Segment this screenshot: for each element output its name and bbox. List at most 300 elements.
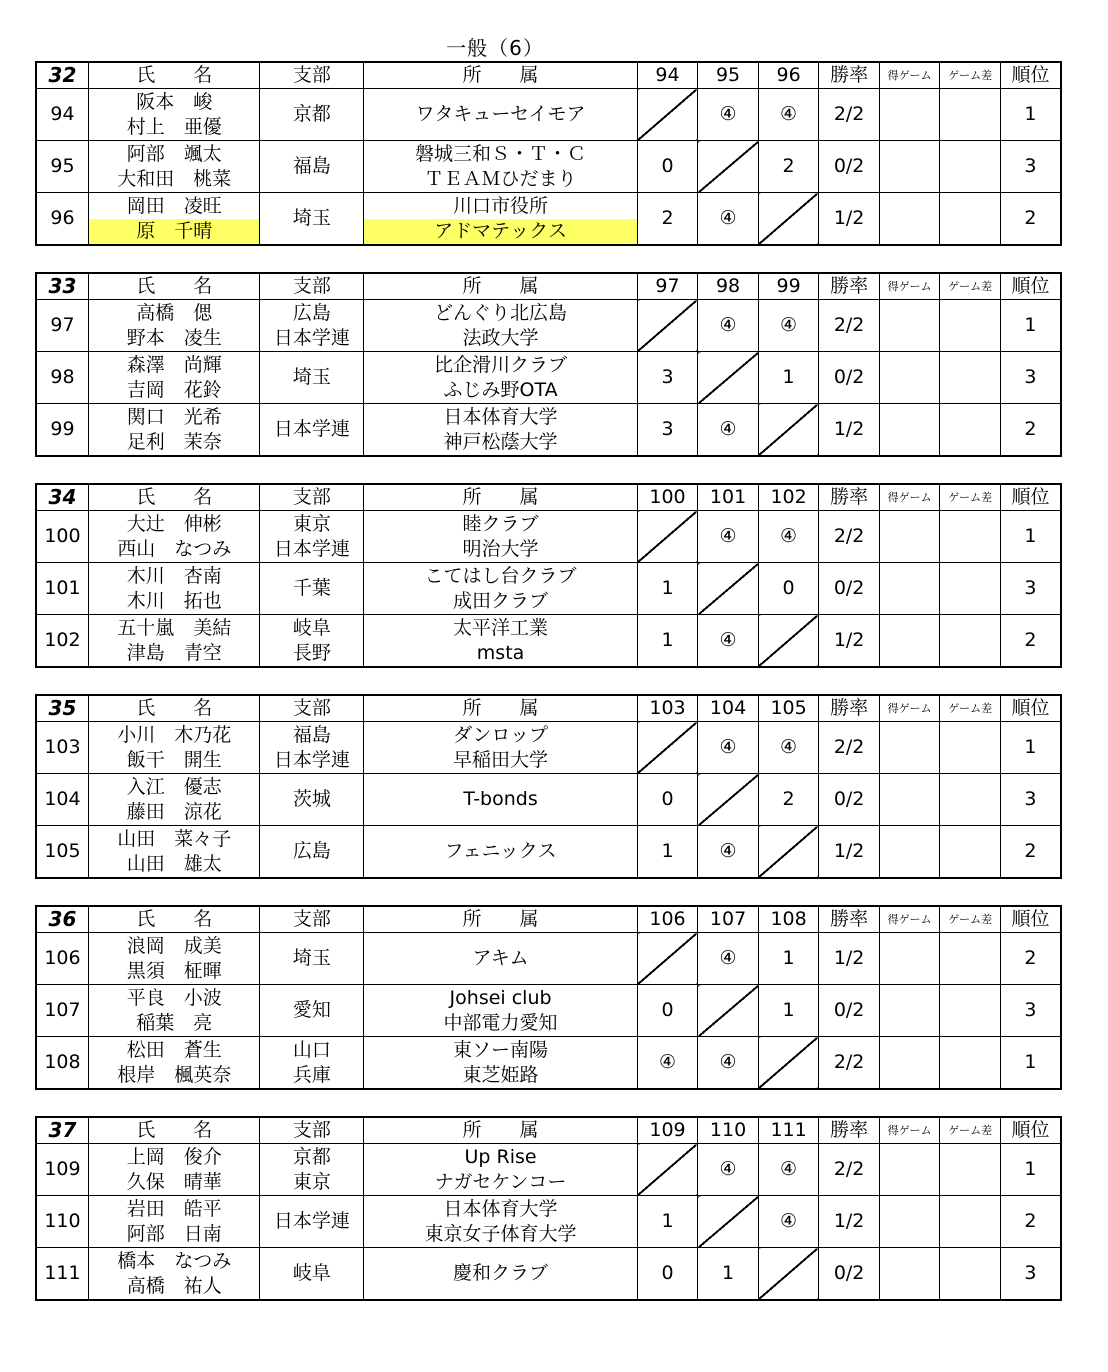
match-result: ④ bbox=[698, 722, 759, 774]
header-branch: 支部 bbox=[260, 695, 364, 722]
match-result: 1 bbox=[637, 1196, 698, 1248]
pair-number: 106 bbox=[36, 933, 88, 985]
player-name-line-2: 吉岡 花鈴 bbox=[126, 378, 222, 401]
rank: 1 bbox=[1000, 300, 1061, 352]
rank: 3 bbox=[1000, 141, 1061, 193]
header-branch: 支部 bbox=[260, 273, 364, 300]
affiliation-line-1: 日本体育大学 bbox=[443, 405, 558, 428]
affiliation-line-1: ダンロップ bbox=[453, 723, 548, 746]
affiliation bbox=[364, 615, 637, 668]
affiliation bbox=[364, 1037, 637, 1090]
match-result: 1 bbox=[637, 826, 698, 879]
games-won bbox=[879, 774, 940, 826]
header-branch: 支部 bbox=[260, 1117, 364, 1144]
pair-number: 105 bbox=[36, 826, 88, 879]
player-names bbox=[88, 1196, 260, 1248]
header-opponent: 100 bbox=[637, 484, 698, 511]
header-opponent: 102 bbox=[758, 484, 819, 511]
header-win-rate: 勝率 bbox=[819, 1117, 880, 1144]
group-number: 34 bbox=[36, 484, 88, 511]
player-name-line-1: 阪本 峻 bbox=[136, 90, 213, 113]
header-affiliation: 所 属 bbox=[364, 62, 637, 89]
pair-number: 101 bbox=[36, 563, 88, 615]
affiliation-line-1: 日本体育大学 bbox=[443, 1197, 558, 1220]
header-opponent: 107 bbox=[698, 906, 759, 933]
match-result: 1 bbox=[758, 985, 819, 1037]
win-rate: 1/2 bbox=[819, 933, 880, 985]
match-result: ④ bbox=[637, 1037, 698, 1090]
header-opponent: 103 bbox=[637, 695, 698, 722]
header-opponent: 104 bbox=[698, 695, 759, 722]
player-names bbox=[88, 404, 260, 457]
branch bbox=[260, 615, 364, 668]
player-row bbox=[36, 1037, 1061, 1090]
header-name: 氏 名 bbox=[88, 273, 260, 300]
game-diff bbox=[940, 985, 1001, 1037]
games-won bbox=[879, 985, 940, 1037]
pair-number: 94 bbox=[36, 89, 88, 141]
player-name-line-1: 五十嵐 美結 bbox=[117, 616, 232, 639]
match-result: 2 bbox=[637, 193, 698, 246]
diagonal-cell bbox=[758, 1248, 819, 1301]
branch: 埼玉 bbox=[260, 193, 364, 246]
affiliation-line-1: 磐城三和Ｓ・Ｔ・Ｃ bbox=[415, 142, 587, 165]
affiliation bbox=[364, 1144, 637, 1196]
branch: 福島 bbox=[260, 141, 364, 193]
match-result: 0 bbox=[637, 1248, 698, 1301]
player-name-line-2: 高橋 祐人 bbox=[126, 1274, 222, 1297]
affiliation-line-1: 太平洋工業 bbox=[453, 616, 549, 639]
header-name: 氏 名 bbox=[88, 62, 260, 89]
header-win-rate: 勝率 bbox=[819, 906, 880, 933]
match-result: ④ bbox=[698, 1037, 759, 1090]
player-row bbox=[36, 141, 1061, 193]
game-diff bbox=[940, 511, 1001, 563]
match-result: ④ bbox=[758, 89, 819, 141]
player-names bbox=[88, 89, 260, 141]
branch-line-1: 広島 bbox=[292, 301, 331, 324]
affiliation bbox=[364, 193, 637, 246]
group-table bbox=[35, 694, 1062, 879]
player-row bbox=[36, 404, 1061, 457]
group-header-row bbox=[36, 1117, 1061, 1144]
match-result: 0 bbox=[637, 774, 698, 826]
win-rate: 0/2 bbox=[819, 352, 880, 404]
player-names bbox=[88, 1248, 260, 1301]
player-name-line-2: 久保 晴華 bbox=[126, 1170, 222, 1193]
affiliation-line-2: 早稲田大学 bbox=[453, 748, 549, 771]
group-table bbox=[35, 905, 1062, 1090]
affiliation-line-1: 東ソー南陽 bbox=[453, 1038, 549, 1061]
player-name-line-1: 小川 木乃花 bbox=[117, 723, 232, 746]
match-result: ④ bbox=[698, 193, 759, 246]
player-name-line-2: 野本 凌生 bbox=[126, 326, 222, 349]
games-won bbox=[879, 933, 940, 985]
rank: 2 bbox=[1000, 193, 1061, 246]
diagonal-cell bbox=[698, 774, 759, 826]
win-rate: 0/2 bbox=[819, 774, 880, 826]
group-header-row bbox=[36, 695, 1061, 722]
affiliation-line-1: どんぐり北広島 bbox=[434, 301, 568, 324]
affiliation-line-2: 明治大学 bbox=[462, 537, 539, 560]
diagonal-cell bbox=[637, 300, 698, 352]
header-win-rate: 勝率 bbox=[819, 62, 880, 89]
branch: 日本学連 bbox=[260, 1196, 364, 1248]
win-rate: 2/2 bbox=[819, 89, 880, 141]
player-row bbox=[36, 615, 1061, 668]
affiliation-line-2: アドマテックス bbox=[364, 219, 636, 244]
game-diff bbox=[940, 563, 1001, 615]
branch: 岐阜 bbox=[260, 1248, 364, 1301]
diagonal-cell bbox=[698, 985, 759, 1037]
group-header-row bbox=[36, 484, 1061, 511]
branch-line-1: 山口 bbox=[292, 1038, 331, 1061]
rank: 3 bbox=[1000, 1248, 1061, 1301]
player-name-line-1: 平良 小波 bbox=[126, 986, 222, 1009]
player-names bbox=[88, 141, 260, 193]
match-result: 1 bbox=[698, 1248, 759, 1301]
branch: 千葉 bbox=[260, 563, 364, 615]
match-result: ④ bbox=[758, 300, 819, 352]
header-game-diff: ゲーム差 bbox=[940, 906, 1001, 933]
games-won bbox=[879, 563, 940, 615]
pair-number: 108 bbox=[36, 1037, 88, 1090]
game-diff bbox=[940, 300, 1001, 352]
branch bbox=[260, 511, 364, 563]
diagonal-cell bbox=[637, 89, 698, 141]
win-rate: 0/2 bbox=[819, 1248, 880, 1301]
branch-line-1: 福島 bbox=[292, 723, 331, 746]
win-rate: 0/2 bbox=[819, 563, 880, 615]
games-won bbox=[879, 352, 940, 404]
header-opponent: 99 bbox=[758, 273, 819, 300]
affiliation-line-2: ナガセケンコー bbox=[434, 1170, 567, 1193]
branch bbox=[260, 1037, 364, 1090]
match-result: ④ bbox=[698, 933, 759, 985]
player-name-line-2: 木川 拓也 bbox=[126, 589, 222, 612]
rank: 3 bbox=[1000, 985, 1061, 1037]
rank: 1 bbox=[1000, 511, 1061, 563]
player-name-line-1: 松田 蒼生 bbox=[126, 1038, 222, 1061]
header-games-won: 得ゲーム bbox=[879, 695, 940, 722]
rank: 2 bbox=[1000, 933, 1061, 985]
match-result: ④ bbox=[698, 615, 759, 668]
header-game-diff: ゲーム差 bbox=[940, 484, 1001, 511]
affiliation-line-2: 成田クラブ bbox=[453, 589, 549, 612]
game-diff bbox=[940, 1037, 1001, 1090]
game-diff bbox=[940, 722, 1001, 774]
player-name-line-2: 藤田 涼花 bbox=[126, 800, 222, 823]
pair-number: 98 bbox=[36, 352, 88, 404]
games-won bbox=[879, 404, 940, 457]
player-row bbox=[36, 193, 1061, 246]
header-win-rate: 勝率 bbox=[819, 273, 880, 300]
header-win-rate: 勝率 bbox=[819, 484, 880, 511]
player-names bbox=[88, 722, 260, 774]
games-won bbox=[879, 141, 940, 193]
player-names bbox=[88, 1144, 260, 1196]
pair-number: 103 bbox=[36, 722, 88, 774]
win-rate: 2/2 bbox=[819, 1144, 880, 1196]
affiliation-line-1: 比企滑川クラブ bbox=[434, 353, 568, 376]
game-diff bbox=[940, 193, 1001, 246]
affiliation-line-2: 法政大学 bbox=[462, 326, 539, 349]
player-name-line-2: 飯干 開生 bbox=[126, 748, 222, 771]
player-name-line-1: 岡田 凌旺 bbox=[126, 194, 222, 217]
header-opponent: 97 bbox=[637, 273, 698, 300]
match-result: ④ bbox=[758, 722, 819, 774]
affiliation bbox=[364, 511, 637, 563]
header-game-diff: ゲーム差 bbox=[940, 62, 1001, 89]
match-result: ④ bbox=[758, 511, 819, 563]
header-opponent: 105 bbox=[758, 695, 819, 722]
header-affiliation: 所 属 bbox=[364, 273, 637, 300]
player-name-line-2: 足利 茉奈 bbox=[126, 430, 222, 453]
rank: 2 bbox=[1000, 404, 1061, 457]
win-rate: 2/2 bbox=[819, 1037, 880, 1090]
branch bbox=[260, 300, 364, 352]
player-name-line-2: 西山 なつみ bbox=[117, 537, 232, 560]
game-diff bbox=[940, 1196, 1001, 1248]
player-names bbox=[88, 826, 260, 879]
player-name-line-2: 稲葉 亮 bbox=[136, 1011, 213, 1034]
win-rate: 1/2 bbox=[819, 193, 880, 246]
player-name-line-1: 上岡 俊介 bbox=[126, 1145, 222, 1168]
game-diff bbox=[940, 1144, 1001, 1196]
affiliation bbox=[364, 141, 637, 193]
games-won bbox=[879, 722, 940, 774]
branch-line-2: 日本学連 bbox=[273, 537, 350, 560]
header-name: 氏 名 bbox=[88, 1117, 260, 1144]
rank: 1 bbox=[1000, 1144, 1061, 1196]
diagonal-cell bbox=[698, 141, 759, 193]
group-number: 35 bbox=[36, 695, 88, 722]
win-rate: 2/2 bbox=[819, 722, 880, 774]
player-name-line-1: 山田 菜々子 bbox=[117, 827, 232, 850]
rank: 3 bbox=[1000, 563, 1061, 615]
affiliation bbox=[364, 300, 637, 352]
header-opponent: 101 bbox=[698, 484, 759, 511]
header-opponent: 96 bbox=[758, 62, 819, 89]
player-name-line-2: 山田 雄太 bbox=[126, 852, 222, 875]
affiliation bbox=[364, 722, 637, 774]
affiliation-line-2: ふじみ野OTA bbox=[443, 378, 558, 401]
affiliation: ワタキューセイモア bbox=[364, 89, 637, 141]
player-name-line-1: 高橋 偲 bbox=[136, 301, 213, 324]
games-won bbox=[879, 1037, 940, 1090]
pair-number: 100 bbox=[36, 511, 88, 563]
match-result: 0 bbox=[637, 141, 698, 193]
pair-number: 97 bbox=[36, 300, 88, 352]
affiliation-line-2: 東芝姫路 bbox=[462, 1063, 539, 1086]
diagonal-cell bbox=[637, 511, 698, 563]
affiliation-line-2: ＴＥＡＭひだまり bbox=[424, 167, 577, 190]
header-games-won: 得ゲーム bbox=[879, 906, 940, 933]
player-name-line-1: 入江 優志 bbox=[126, 775, 222, 798]
branch bbox=[260, 1144, 364, 1196]
games-won bbox=[879, 615, 940, 668]
group-table bbox=[35, 61, 1062, 246]
player-row bbox=[36, 352, 1061, 404]
affiliation-line-2: msta bbox=[476, 641, 525, 664]
branch-line-2: 長野 bbox=[292, 641, 331, 664]
player-name-line-1: 森澤 尚輝 bbox=[126, 353, 222, 376]
match-result: 2 bbox=[758, 141, 819, 193]
affiliation-line-1: 川口市役所 bbox=[453, 194, 549, 217]
branch-line-2: 日本学連 bbox=[273, 326, 350, 349]
affiliation bbox=[364, 352, 637, 404]
branch: 日本学連 bbox=[260, 404, 364, 457]
diagonal-cell bbox=[637, 722, 698, 774]
match-result: 1 bbox=[637, 563, 698, 615]
player-row bbox=[36, 563, 1061, 615]
branch: 京都 bbox=[260, 89, 364, 141]
rank: 2 bbox=[1000, 615, 1061, 668]
affiliation-line-2: 神戸松蔭大学 bbox=[443, 430, 558, 453]
header-name: 氏 名 bbox=[88, 906, 260, 933]
header-games-won: 得ゲーム bbox=[879, 62, 940, 89]
player-name-line-2: 根岸 楓英奈 bbox=[117, 1063, 232, 1086]
header-opponent: 111 bbox=[758, 1117, 819, 1144]
match-result: 0 bbox=[758, 563, 819, 615]
diagonal-cell bbox=[758, 404, 819, 457]
games-won bbox=[879, 193, 940, 246]
games-won bbox=[879, 1248, 940, 1301]
header-opponent: 94 bbox=[637, 62, 698, 89]
pair-number: 109 bbox=[36, 1144, 88, 1196]
player-name-line-1: 大辻 伸彬 bbox=[126, 512, 222, 535]
rank: 2 bbox=[1000, 826, 1061, 879]
player-names bbox=[88, 511, 260, 563]
header-opponent: 108 bbox=[758, 906, 819, 933]
diagonal-cell bbox=[698, 352, 759, 404]
branch: 埼玉 bbox=[260, 933, 364, 985]
match-result: 3 bbox=[637, 352, 698, 404]
header-games-won: 得ゲーム bbox=[879, 1117, 940, 1144]
header-branch: 支部 bbox=[260, 484, 364, 511]
header-opponent: 95 bbox=[698, 62, 759, 89]
player-names bbox=[88, 563, 260, 615]
affiliation-line-2: 東京女子体育大学 bbox=[424, 1222, 577, 1245]
header-name: 氏 名 bbox=[88, 484, 260, 511]
branch: 愛知 bbox=[260, 985, 364, 1037]
games-won bbox=[879, 300, 940, 352]
player-name-line-1: 木川 杏南 bbox=[126, 564, 222, 587]
player-row bbox=[36, 300, 1061, 352]
player-name-line-1: 関口 光希 bbox=[126, 405, 222, 428]
rank: 1 bbox=[1000, 1037, 1061, 1090]
game-diff bbox=[940, 404, 1001, 457]
win-rate: 1/2 bbox=[819, 615, 880, 668]
header-branch: 支部 bbox=[260, 906, 364, 933]
branch-line-1: 岐阜 bbox=[292, 616, 331, 639]
game-diff bbox=[940, 141, 1001, 193]
player-name-line-1: 浪岡 成美 bbox=[126, 934, 222, 957]
rank: 3 bbox=[1000, 352, 1061, 404]
header-game-diff: ゲーム差 bbox=[940, 273, 1001, 300]
player-row bbox=[36, 826, 1061, 879]
page-title: 一般（6） bbox=[446, 36, 544, 60]
player-name-line-2: 黒須 柾暉 bbox=[126, 959, 222, 982]
branch-line-2: 東京 bbox=[292, 1170, 331, 1193]
game-diff bbox=[940, 615, 1001, 668]
group-table bbox=[35, 272, 1062, 457]
win-rate: 1/2 bbox=[819, 404, 880, 457]
rank: 1 bbox=[1000, 722, 1061, 774]
game-diff bbox=[940, 89, 1001, 141]
player-row bbox=[36, 722, 1061, 774]
header-branch: 支部 bbox=[260, 62, 364, 89]
header-affiliation: 所 属 bbox=[364, 695, 637, 722]
diagonal-cell bbox=[758, 826, 819, 879]
diagonal-cell bbox=[698, 1196, 759, 1248]
pair-number: 102 bbox=[36, 615, 88, 668]
group-table bbox=[35, 483, 1062, 668]
games-won bbox=[879, 511, 940, 563]
player-name-line-2: 村上 亜優 bbox=[126, 115, 222, 138]
match-result: ④ bbox=[758, 1196, 819, 1248]
game-diff bbox=[940, 933, 1001, 985]
pair-number: 99 bbox=[36, 404, 88, 457]
win-rate: 2/2 bbox=[819, 511, 880, 563]
header-affiliation: 所 属 bbox=[364, 1117, 637, 1144]
win-rate: 1/2 bbox=[819, 1196, 880, 1248]
games-won bbox=[879, 89, 940, 141]
match-result: ④ bbox=[698, 404, 759, 457]
player-row bbox=[36, 511, 1061, 563]
header-rank: 順位 bbox=[1000, 906, 1061, 933]
match-result: 0 bbox=[637, 985, 698, 1037]
affiliation-line-1: Johsei club bbox=[449, 986, 552, 1009]
games-won bbox=[879, 826, 940, 879]
match-result: ④ bbox=[698, 300, 759, 352]
diagonal-cell bbox=[637, 933, 698, 985]
match-result: ④ bbox=[698, 826, 759, 879]
match-result: ④ bbox=[698, 89, 759, 141]
group-number: 32 bbox=[36, 62, 88, 89]
affiliation-line-1: Up Rise bbox=[464, 1145, 537, 1168]
header-affiliation: 所 属 bbox=[364, 906, 637, 933]
affiliation: アキム bbox=[364, 933, 637, 985]
header-games-won: 得ゲーム bbox=[879, 484, 940, 511]
player-name-line-1: 阿部 颯太 bbox=[126, 142, 222, 165]
affiliation: T-bonds bbox=[364, 774, 637, 826]
header-games-won: 得ゲーム bbox=[879, 273, 940, 300]
diagonal-cell bbox=[698, 563, 759, 615]
group-header-row bbox=[36, 906, 1061, 933]
rank: 1 bbox=[1000, 89, 1061, 141]
player-row bbox=[36, 1144, 1061, 1196]
player-name-line-2: 原 千晴 bbox=[89, 219, 260, 244]
branch-line-1: 東京 bbox=[292, 512, 331, 535]
diagonal-cell bbox=[637, 1144, 698, 1196]
pair-number: 110 bbox=[36, 1196, 88, 1248]
group-header-row bbox=[36, 273, 1061, 300]
games-won bbox=[879, 1144, 940, 1196]
player-name-line-2: 阿部 日南 bbox=[126, 1222, 222, 1245]
player-names bbox=[88, 352, 260, 404]
header-game-diff: ゲーム差 bbox=[940, 1117, 1001, 1144]
branch: 茨城 bbox=[260, 774, 364, 826]
player-name-line-2: 大和田 桃菜 bbox=[117, 167, 232, 190]
header-win-rate: 勝率 bbox=[819, 695, 880, 722]
player-row bbox=[36, 1248, 1061, 1301]
pair-number: 95 bbox=[36, 141, 88, 193]
league-groups bbox=[35, 61, 1062, 1327]
player-row bbox=[36, 89, 1061, 141]
game-diff bbox=[940, 352, 1001, 404]
affiliation-line-2: 中部電力愛知 bbox=[443, 1011, 558, 1034]
